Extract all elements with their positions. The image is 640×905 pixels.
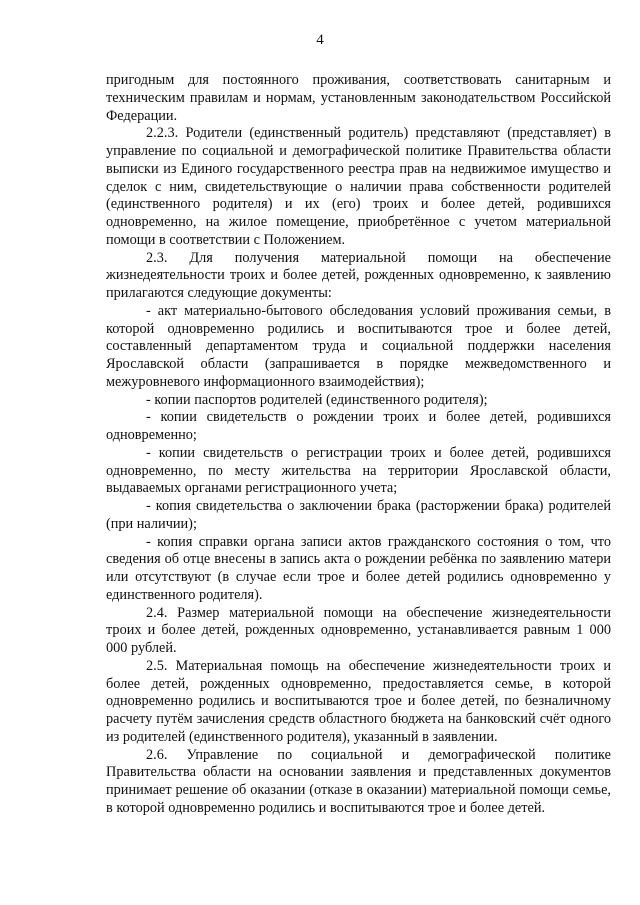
list-item-marriage-certificate: - копия свидетельства о заключении брака (расторжении брака) родителей (при наличии);	[106, 498, 611, 532]
document-body	[106, 72, 611, 818]
paragraph-continuation: пригодным для постоянного проживания, соответствовать санитарным и техническим правилам и нормам, установленным законодательством Российской Федерации.	[106, 72, 611, 124]
list-item-passports: - копии паспортов родителей (единственного родителя);	[146, 391, 488, 408]
paragraph-2-5: 2.5. Материальная помощь на обеспечение жизнедеятельности троих и более детей, рожденных одновременно, предоставляется семье, в которой одновременно родились и воспитываются трое и более детей, по безналичному расчету путём зачисления средств областного бюджета на банковский счёт одного из родителей (единственного родителя), указанный в заявлении.	[106, 657, 611, 745]
paragraph-2-2-3: 2.2.3. Родители (единственный родитель) представляют (представляет) в управление по социальной и демографической политике Правительства области выписки из Единого государственного реестра прав на недвижимое имущество и сделок с ним, свидетельствующие о наличии права собственности родителей (единственного родителя) и их (его) троих и более детей, родившихся одновременно, на жилое помещение, приобретённое с учетом материальной помощи в соответствии с Положением.	[106, 125, 611, 248]
list-item-civil-registry-certificate: - копия справки органа записи актов гражданского состояния о том, что сведения об отце внесены в запись акта о рождении ребёнка по заявлению матери или отсутствуют (в случае если трое и более детей родились одновременно у единственного родителя).	[106, 533, 611, 603]
paragraph-2-6: 2.6. Управление по социальной и демографической политике Правительства области на основании заявления и представленных документов принимает решение об оказании (отказе в оказании) материальной помощи семье, в которой одновременно родились и воспитываются трое и более детей.	[106, 746, 611, 816]
paragraph-2-3: 2.3. Для получения материальной помощи на обеспечение жизнедеятельности троих и более детей, рожденных одновременно, к заявлению прилагаются следующие документы:	[106, 249, 611, 301]
list-item-registration: - копии свидетельств о регистрации троих и более детей, родившихся одновременно, по месту жительства на территории Ярославской области, выдаваемых органами регистрационного учета;	[106, 444, 611, 497]
list-item-act: - акт материально-бытового обследования условий проживания семьи, в которой одновременно родились и воспитываются трое и более детей, составленный департаментом труда и социальной поддержки населения Ярославской области (запрашивается в порядке межведомственного и межуровневого информационного взаимодействия);	[106, 302, 611, 390]
list-item-birth-certificates: - копии свидетельств о рождении троих и более детей, родившихся одновременно;	[106, 409, 611, 443]
page-number: 4	[316, 32, 324, 48]
paragraph-2-4: 2.4. Размер материальной помощи на обеспечение жизнедеятельности троих и более детей, рожденных одновременно, устанавливается равным 1 000 000 рублей.	[106, 604, 611, 656]
